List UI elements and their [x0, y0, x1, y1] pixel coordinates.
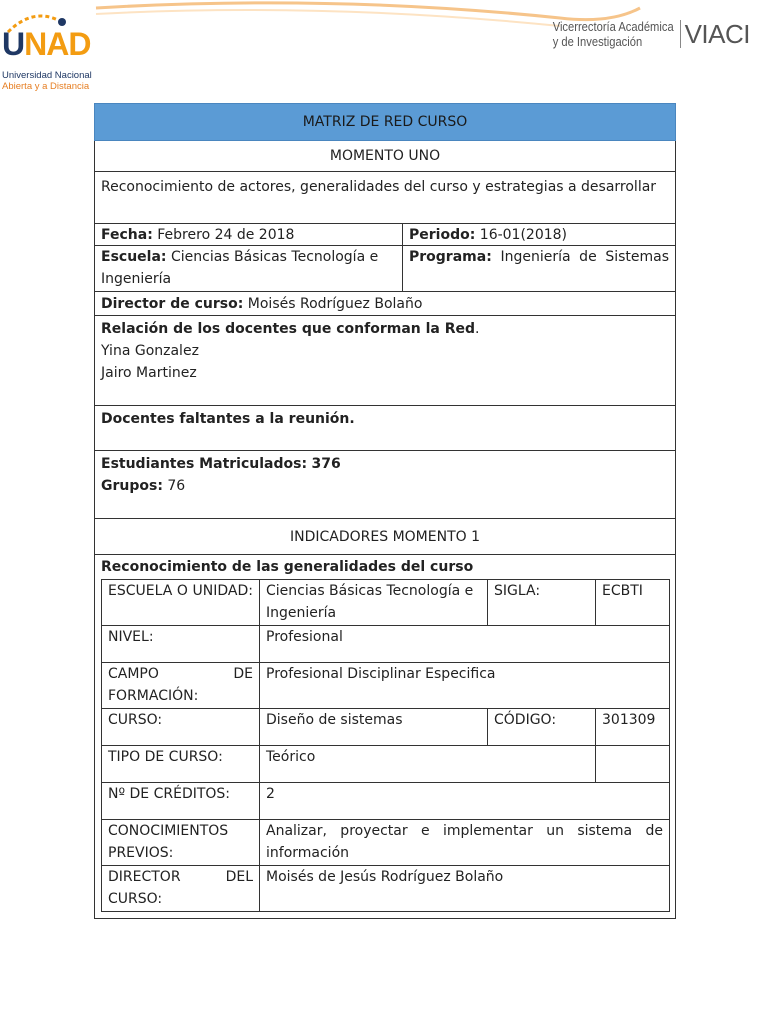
table-row: [102, 580, 670, 626]
escuela-programa-row: [95, 245, 675, 291]
date-period-row: [95, 223, 675, 245]
curso-label-cell: CURSO:: [102, 709, 260, 746]
director-label-cell: DIRECTOR DEL CURSO:: [102, 866, 260, 912]
codigo-label-cell: CÓDIGO:: [488, 709, 596, 746]
sigla-label-cell: SIGLA:: [488, 580, 596, 626]
viaci-text: Vicerrectoría Académica y de Investigación: [552, 19, 674, 49]
matrix-body: [94, 141, 676, 919]
table-row: [102, 820, 670, 866]
conocimientos-label-cell: CONOCIMIENTOS PREVIOS:: [102, 820, 260, 866]
unad-logo: [2, 6, 92, 90]
estudiantes-row: Estudiantes Matriculados: 376 Grupos: 76: [95, 450, 675, 518]
moment-title: MOMENTO UNO: [329, 148, 441, 164]
campo-value-cell: Profesional Disciplinar Especifica: [260, 663, 670, 709]
fecha-cell: Fecha: Febrero 24 de 2018: [95, 224, 403, 245]
docente-item: Yina Gonzalez: [101, 343, 199, 359]
table-row: [102, 626, 670, 663]
creditos-label-cell: Nº DE CRÉDITOS:: [102, 783, 260, 820]
creditos-value-cell: 2: [260, 783, 670, 820]
conocimientos-value-cell: Analizar, proyectar e implementar un sistema de información: [260, 820, 670, 866]
logo-subtitle: Universidad Nacional Abierta y a Distancia: [2, 70, 92, 92]
sigla-value-cell: ECBTI: [596, 580, 670, 626]
table-row: [102, 746, 670, 783]
table-row: [102, 783, 670, 820]
docentes-row: Relación de los docentes que conforman la Red. Yina Gonzalez Jairo Martinez: [95, 315, 675, 405]
table-row: [102, 663, 670, 709]
viaci-mark: VIACI: [684, 18, 750, 49]
tipo-label-cell: TIPO DE CURSO:: [102, 746, 260, 783]
viaci-logo: [533, 14, 750, 54]
director-value-cell: Moisés de Jesús Rodríguez Bolaño: [260, 866, 670, 912]
table-row: [102, 866, 670, 912]
indicadores-title: INDICADORES MOMENTO 1: [95, 518, 675, 554]
nivel-label-cell: NIVEL:: [102, 626, 260, 663]
tipo-value-cell: Teórico: [260, 746, 596, 783]
matrix-document: [94, 103, 676, 919]
programa-cell: Programa: Ingeniería de Sistemas: [409, 249, 669, 265]
viaci-separator: [680, 20, 681, 48]
escuela-cell: Escuela: Ciencias Básicas Tecnología e Ingeniería: [95, 246, 403, 291]
faltantes-row: Docentes faltantes a la reunión.: [95, 405, 675, 450]
page-header: [0, 0, 768, 95]
periodo-cell: Periodo: 16-01(2018): [409, 227, 568, 243]
tipo-empty-cell: [596, 746, 670, 783]
logo-wordmark: UNAD: [2, 26, 91, 62]
course-info-table: [101, 579, 670, 912]
table-row: [102, 709, 670, 746]
codigo-value-cell: 301309: [596, 709, 670, 746]
nivel-value-cell: Profesional: [260, 626, 670, 663]
campo-label-cell: CAMPO DE FORMACIÓN:: [102, 663, 260, 709]
document-title: MATRIZ DE RED CURSO: [94, 103, 676, 141]
director-row: Director de curso: Moisés Rodríguez Bolaño: [95, 291, 675, 315]
docente-item: Jairo Martinez: [101, 365, 197, 381]
generalidades-label: Reconocimiento de las generalidades del curso: [101, 559, 474, 575]
moment-description: Reconocimiento de actores, generalidades del curso y estrategias a desarrollar: [95, 171, 675, 223]
escuela-label-cell: ESCUELA O UNIDAD:: [102, 580, 260, 626]
curso-value-cell: Diseño de sistemas: [260, 709, 488, 746]
generalidades-section: [95, 554, 675, 912]
escuela-value-cell: Ciencias Básicas Tecnología e Ingeniería: [260, 580, 488, 626]
